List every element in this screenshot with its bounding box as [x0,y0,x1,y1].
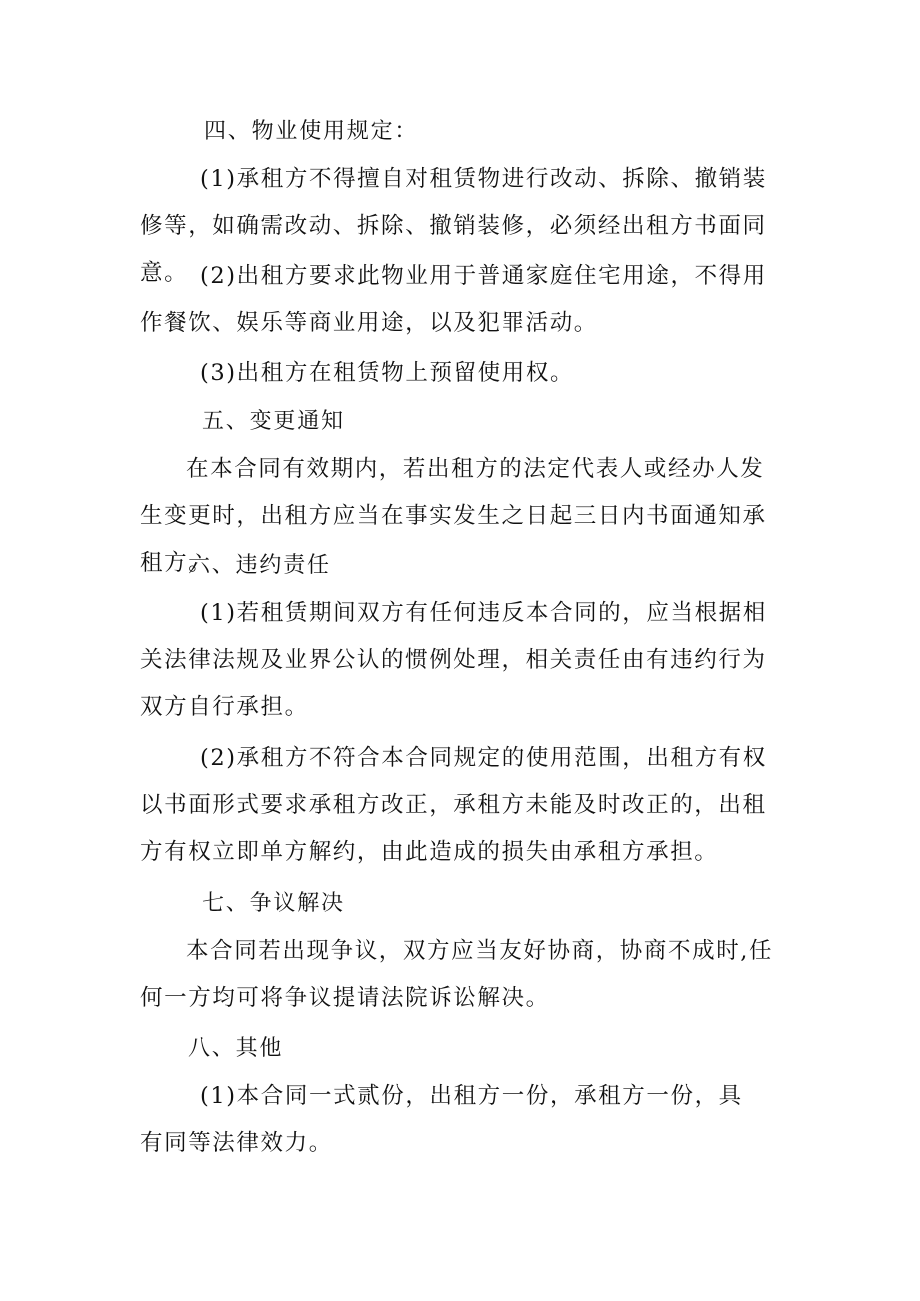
clause-6-1: (1)若租赁期间双方有任何违反本合同的，应当根据相关法律法规及业界公认的惯例处理，相关责任由有违约行为双方自行承担。 [140,600,767,720]
clause-8-1: (1)本合同一式贰份，出租方一份，承租方一份，具有同等法律效力。 [140,1083,743,1156]
clause-4-1: (1)承租方不得擅自对租赁物进行改动、拆除、撤销装修等，如确需改动、拆除、撤销装修，必须经出租方书面同意。 [140,166,767,286]
section-heading-dispute: 七、争议解决 [202,891,345,916]
section-heading-property-use: 四、物业使用规定： [204,119,419,144]
clause-4-2: (2)出租方要求此物业用于普通家庭住宅用途，不得用作餐饮、娱乐等商业用途，以及犯罪活动。 [140,263,767,336]
section-heading-other: 八、其他 [188,1036,284,1061]
section-heading-liability: 六、违约责任 [188,553,331,578]
clause-6-2: (2)承租方不符合本合同规定的使用范围，出租方有权以书面形式要求承租方改正，承租方未能及时改正的，出租方有权立即单方解约，由此造成的损失由承租方承担。 [140,745,767,865]
section-heading-change-notice: 五、变更通知 [202,409,345,434]
clause-5-1: 在本合同有效期内，若出租方的法定代表人或经办人发生变更时，出租方应当在事实发生之日起三日内书面通知承租方。 [140,456,767,576]
clause-7-1: 本合同若出现争议，双方应当友好协商，协商不成时,任何一方均可将争议提请法院诉讼解决。 [140,938,774,1011]
clause-4-3: (3)出租方在租赁物上预留使用权。 [200,360,575,386]
